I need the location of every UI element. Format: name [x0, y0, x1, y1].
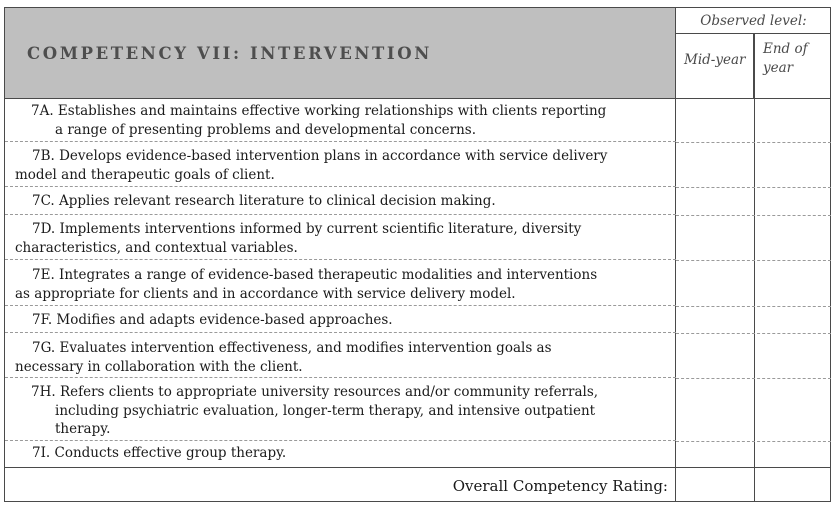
- observed-level-header: Observed level:: [676, 8, 831, 34]
- rating-cells: [676, 215, 831, 261]
- mid-year-column-header: [676, 34, 754, 99]
- item-text: 7E. Integrates a range of evidence-based therapeutic modalities and interventions as appropriate for clients and in accordance with service delivery model.: [15, 267, 598, 302]
- item-text: 7G. Evaluates intervention effectiveness, and modifies intervention goals as necessary in collaboration with the client.: [15, 340, 552, 375]
- item-text: 7H. Refers clients to appropriate university resources and/or community referrals, including psychiatric evaluation, longer-term therapy, and intensive outpatient therapy.: [31, 384, 599, 437]
- item-text: 7F. Modifies and adapts evidence-based approaches.: [32, 312, 393, 328]
- rating-cells: [676, 99, 831, 143]
- item-text: 7B. Develops evidence-based intervention plans in accordance with service delivery model and therapeutic goals of client.: [15, 148, 608, 183]
- competency-row-7g: [5, 333, 676, 378]
- competency-row-7i: [5, 441, 676, 467]
- rating-cells: [676, 142, 831, 188]
- rating-cells: [676, 187, 831, 216]
- competency-row-7c: [5, 187, 676, 215]
- header-band: [5, 8, 676, 99]
- mid-year-label: Mid-year: [684, 52, 746, 68]
- competency-row-7h: [5, 378, 676, 441]
- item-text: 7D. Implements interventions informed by current scientific literature, diversity characteristics, and contextual variables.: [15, 221, 582, 256]
- item-text: 7C. Applies relevant research literature to clinical decision making.: [32, 193, 496, 209]
- item-text: 7I. Conducts effective group therapy.: [32, 445, 287, 461]
- competency-title: COMPETENCY VII: INTERVENTION: [27, 44, 432, 63]
- competency-row-7b: [5, 142, 676, 187]
- end-of-year-label: End of year: [763, 41, 808, 76]
- end-of-year-column-header: [754, 34, 831, 99]
- item-text: 7A. Establishes and maintains effective working relationships with clients reporting a range of presenting problems and developmental concerns.: [31, 103, 607, 138]
- rating-cells: [676, 378, 831, 442]
- competency-row-7e: [5, 260, 676, 306]
- rating-cells: [676, 306, 831, 334]
- overall-rating-label: Overall Competency Rating:: [452, 477, 668, 495]
- overall-rating-row: [5, 467, 831, 502]
- competency-row-7f: [5, 306, 676, 333]
- rating-cells: [676, 333, 831, 379]
- competency-row-7d: [5, 215, 676, 260]
- competency-form: [4, 7, 831, 502]
- rating-cells: [676, 260, 831, 307]
- competency-row-7a: [5, 99, 676, 142]
